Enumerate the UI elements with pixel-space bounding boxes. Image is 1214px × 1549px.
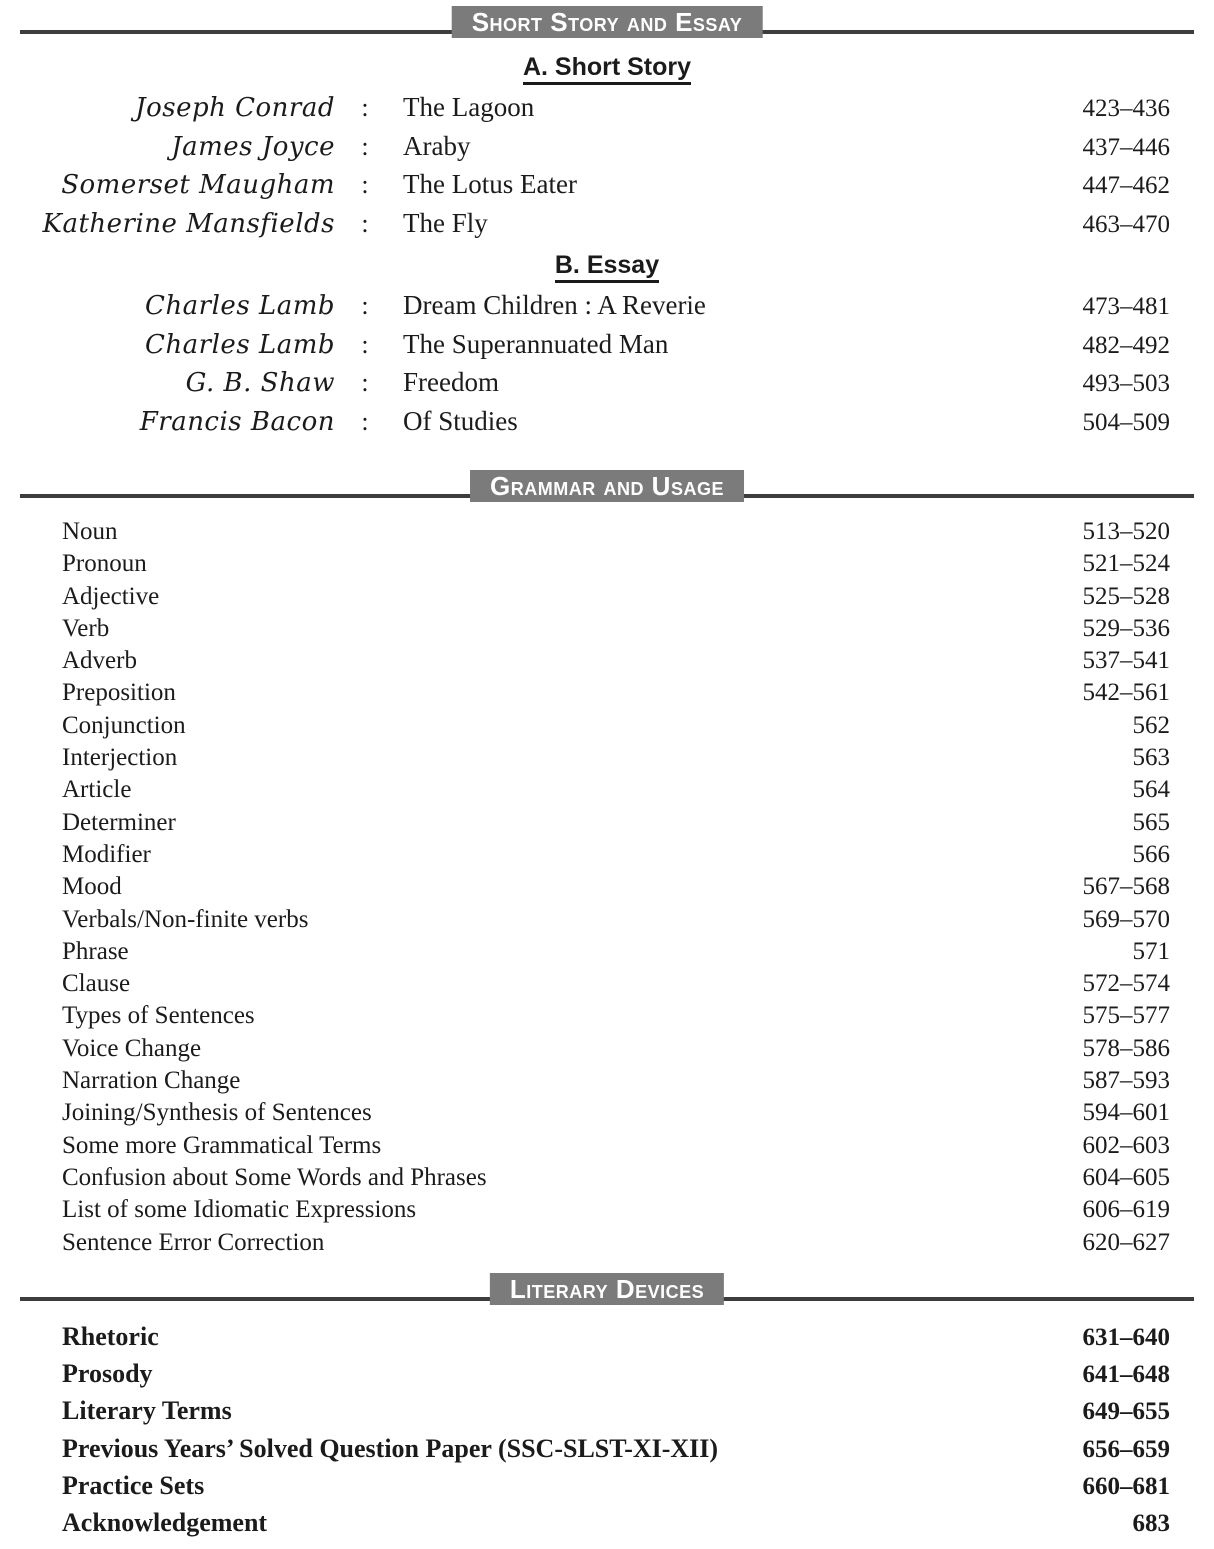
entry-title: Prosody [62,1359,153,1389]
entry-title: List of some Idiomatic Expressions [62,1196,417,1224]
section-banner [490,1273,724,1305]
entry-title: Of Studies [403,405,518,436]
toc-entry [62,742,1170,774]
page-range: 447–462 [1082,172,1170,199]
page-range: 529–536 [1082,614,1170,642]
essay-list [20,290,1194,444]
entry-title: The Fly [403,207,488,238]
author-name: Katherine Mansfields [42,208,335,239]
page-range: 660–681 [1082,1473,1170,1501]
entry-title: Previous Years’ Solved Question Paper (SSC-SLST-XI-XII) [62,1433,719,1463]
page-range: 473–481 [1082,293,1170,320]
toc-entry [62,936,1170,968]
subsection-heading-short-story [20,50,1194,88]
page-range: 604–605 [1082,1163,1170,1191]
subsection-heading-label: B. Essay [555,251,659,283]
page-range: 437–446 [1082,133,1170,161]
toc-entry [62,1431,1170,1468]
entry-title: Adjective [62,582,160,610]
toc-entry [62,645,1170,677]
toc-entry [62,613,1170,645]
spacer [20,444,1194,470]
colon-separator: : [361,170,369,199]
entry-title: Confusion about Some Words and Phrases [62,1163,487,1191]
page-range: 504–509 [1082,408,1170,436]
entry-title: Phrase [62,937,129,965]
colon-separator: : [361,406,369,436]
toc-entry [20,367,1170,406]
entry-title: Sentence Error Correction [62,1228,325,1256]
page-range: 565 [1132,808,1170,836]
author-name: James Joyce [171,131,335,162]
page-range: 513–520 [1082,518,1170,545]
entry-title: Noun [62,518,118,545]
entry-title: Verbals/Non-finite verbs [62,905,309,933]
page-range: 620–627 [1082,1228,1170,1256]
toc-entry [62,904,1170,936]
entry-title: Some more Grammatical Terms [62,1131,382,1159]
entry-title: Article [62,776,132,804]
toc-entry [20,92,1170,131]
author-name: Charles Lamb [145,291,335,321]
colon-separator: : [361,291,369,320]
toc-entry [62,871,1170,903]
page-range: 567–568 [1082,873,1170,901]
toc-entry [20,131,1170,170]
entry-title: Types of Sentences [62,1002,255,1030]
page-range: 525–528 [1082,582,1170,610]
page-range: 683 [1132,1510,1170,1538]
entry-title: Interjection [62,744,178,772]
toc-entry [62,839,1170,871]
toc-entry [62,1162,1170,1194]
page-range: 641–648 [1082,1361,1170,1389]
short-story-list [20,92,1194,246]
author-name: Francis Bacon [139,406,335,437]
entry-title: Pronoun [62,550,147,578]
entry-title: Clause [62,970,131,998]
page-range: 566 [1132,840,1170,868]
toc-entry [62,774,1170,806]
entry-title: Joining/Synthesis of Sentences [62,1099,372,1127]
literary-devices-list [20,1307,1194,1549]
toc-entry [62,710,1170,742]
toc-entry [62,1468,1170,1505]
page-range: 575–577 [1082,1002,1170,1030]
entry-title: Rhetoric [62,1321,159,1351]
entry-title: The Superannuated Man [403,328,669,359]
colon-separator: : [361,208,369,238]
page-range: 493–503 [1082,370,1170,397]
entry-title: Dream Children : A Reverie [403,290,706,320]
author-name: Somerset Maugham [61,170,335,200]
page-range: 587–593 [1082,1067,1170,1095]
toc-entry [62,1097,1170,1129]
toc-entry [62,581,1170,613]
toc-entry [20,208,1170,247]
entry-title: Araby [403,130,471,161]
section-banner [470,470,744,502]
toc-entry [62,1000,1170,1032]
page-range: 482–492 [1082,331,1170,359]
toc-entry [62,677,1170,709]
toc-entry [20,290,1170,329]
entry-title: Practice Sets [62,1471,205,1501]
page-range: 572–574 [1082,970,1170,998]
grammar-topic-list [20,504,1194,1269]
colon-separator: : [361,368,369,397]
page-range: 649–655 [1082,1398,1170,1426]
toc-entry [62,1356,1170,1393]
section-banner-title: Grammar and Usage [490,471,724,501]
author-name: Joseph Conrad [135,93,335,123]
toc-entry [62,1194,1170,1226]
toc-entry [62,548,1170,580]
page-range: 542–561 [1082,679,1170,707]
page-range: 606–619 [1082,1196,1170,1224]
entry-title: Verb [62,614,110,642]
entry-title: Acknowledgement [62,1508,268,1538]
entry-title: Freedom [403,367,499,397]
section-banner-title: Literary Devices [509,1273,705,1304]
toc-entry [62,1130,1170,1162]
toc-entry [62,1033,1170,1065]
page-range: 537–541 [1082,647,1170,675]
subsection-heading-essay [20,248,1194,286]
page-range: 564 [1132,776,1170,804]
toc-entry [62,516,1170,548]
toc-entry [20,406,1170,445]
section-banner [452,6,763,38]
toc-entry [62,1319,1170,1356]
section-header-literary-devices [20,1273,1194,1307]
entry-title: Mood [62,873,122,901]
entry-title: Conjunction [62,711,186,739]
entry-title: The Lotus Eater [403,169,577,199]
page-range: 463–470 [1082,210,1170,238]
entry-title: Modifier [62,840,151,868]
entry-title: Preposition [62,679,176,707]
toc-entry [62,1393,1170,1430]
author-name: G. B. Shaw [185,368,335,398]
entry-title: Voice Change [62,1034,202,1062]
page-range: 578–586 [1082,1034,1170,1062]
page-range: 563 [1132,744,1170,772]
page-range: 594–601 [1082,1099,1170,1127]
toc-entry [20,329,1170,368]
colon-separator: : [361,93,369,122]
toc-entry [62,1505,1170,1542]
toc-entry [62,1065,1170,1097]
entry-title: Determiner [62,808,176,836]
page-range: 569–570 [1082,905,1170,933]
entry-title: Adverb [62,647,137,675]
page-range: 631–640 [1082,1323,1170,1351]
page-range: 521–524 [1082,550,1170,578]
toc-entry [62,807,1170,839]
author-name: Charles Lamb [145,329,335,360]
toc-entry [62,968,1170,1000]
page-range: 562 [1132,711,1170,739]
colon-separator: : [361,131,369,161]
section-banner-title: Short Story and Essay [471,7,743,37]
page-range: 571 [1132,937,1170,965]
section-header-short-story-and-essay [20,6,1194,40]
toc-entry [62,1227,1170,1259]
toc-entry [20,169,1170,208]
page-range: 423–436 [1082,95,1170,122]
entry-title: Literary Terms [62,1396,232,1426]
entry-title: Narration Change [62,1067,241,1095]
page-range: 656–659 [1082,1435,1170,1463]
entry-title: The Lagoon [403,92,535,122]
section-header-grammar-and-usage [20,470,1194,504]
page-range: 602–603 [1082,1131,1170,1159]
colon-separator: : [361,329,369,359]
subsection-heading-label: A. Short Story [523,53,691,85]
